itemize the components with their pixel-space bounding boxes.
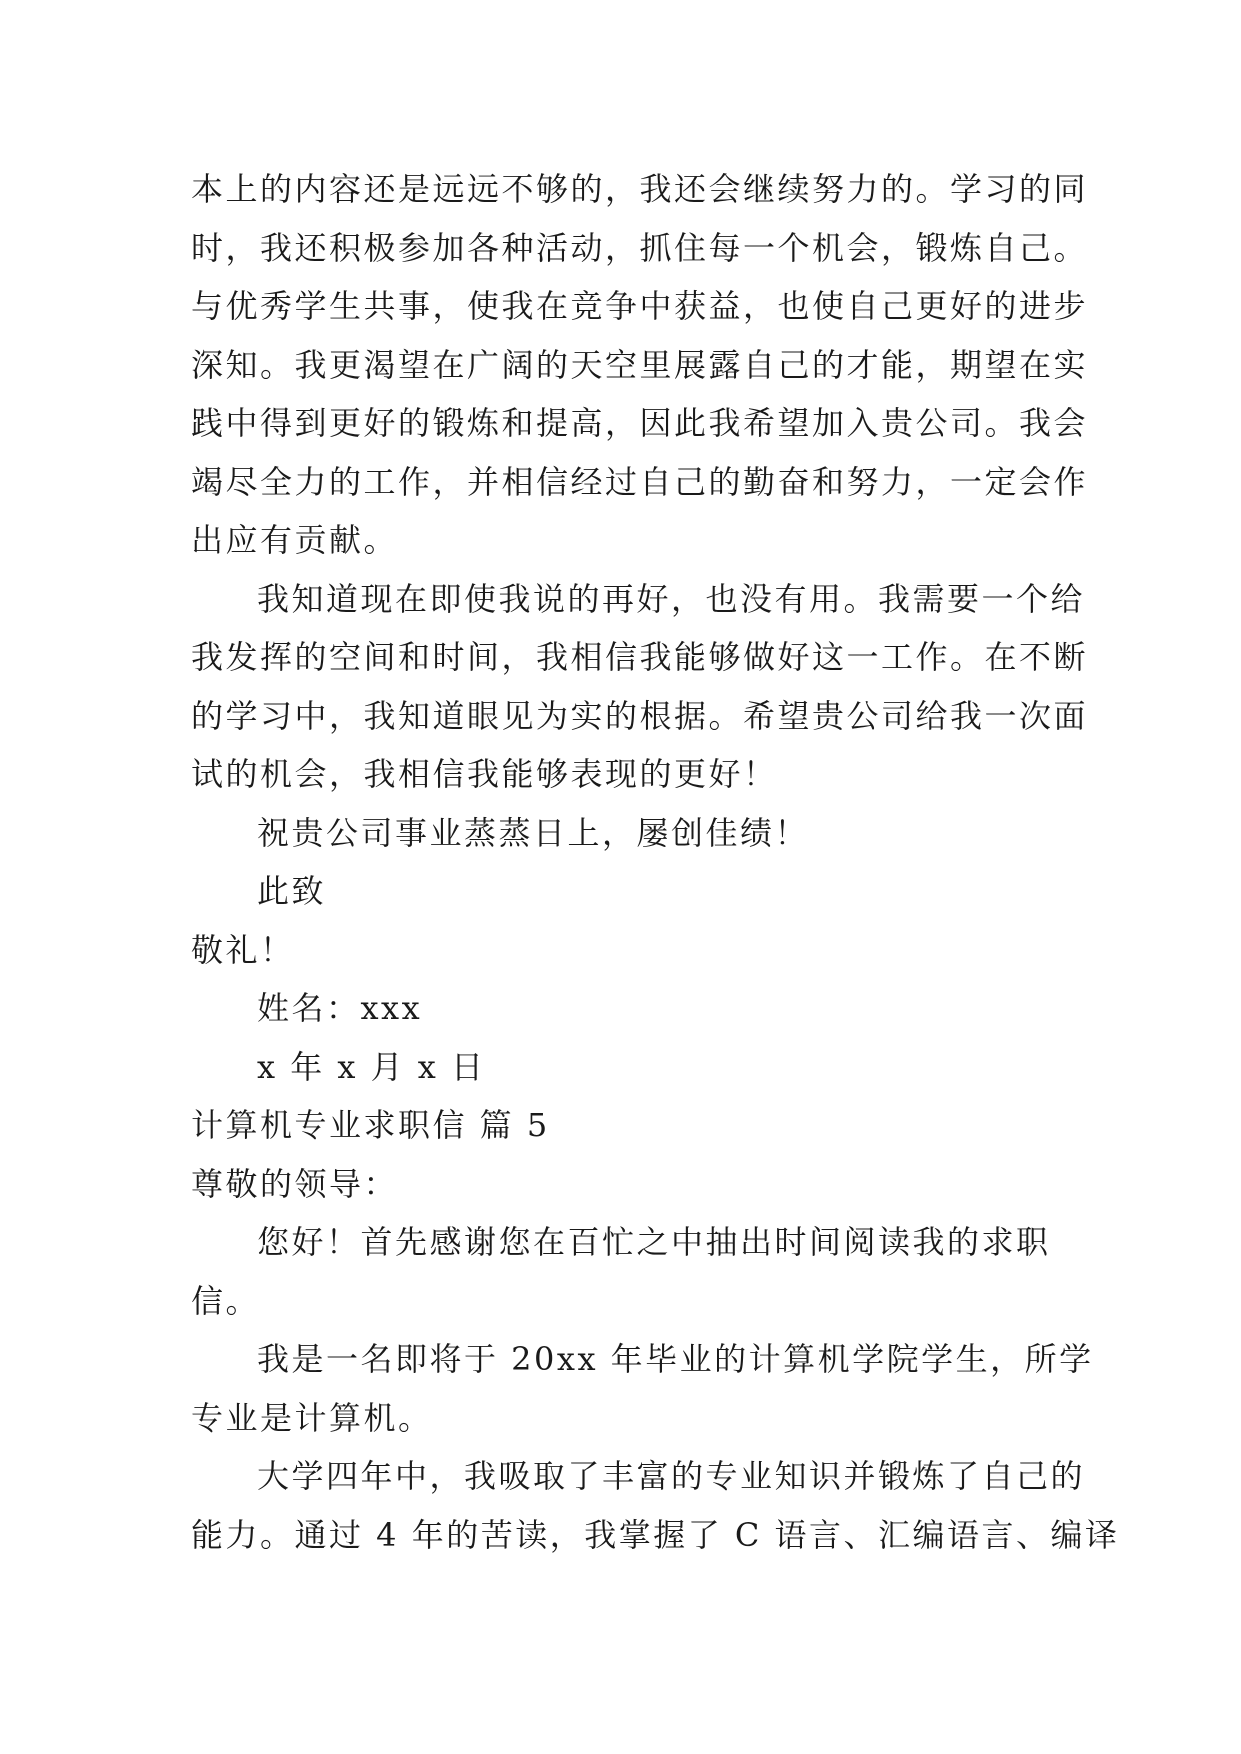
- text-line: 您好！首先感谢您在百忙之中抽出时间阅读我的求职: [257, 1223, 1051, 1261]
- closing-salutation: 此致: [257, 872, 327, 910]
- text-line: 信。: [191, 1281, 261, 1320]
- text-line: 本上的内容还是远远不够的，我还会继续努力的。学习的同: [191, 170, 1089, 208]
- text-line: 我发挥的空间和时间，我相信我能够做好这一工作。在不断: [191, 638, 1089, 676]
- text-line: 专业是计算机。: [191, 1398, 433, 1437]
- text-line: 我是一名即将于 20xx 年毕业的计算机学院学生，所学: [257, 1340, 1094, 1378]
- text-line: 能力。通过 4 年的苦读，我掌握了 C 语言、汇编语言、编译: [191, 1515, 1120, 1554]
- text-line: 竭尽全力的工作，并相信经过自己的勤奋和努力，一定会作: [191, 462, 1089, 501]
- text-line: 试的机会，我相信我能够表现的更好！: [191, 755, 778, 793]
- text-line: 深知。我更渴望在广阔的天空里展露自己的才能，期望在实: [191, 345, 1089, 384]
- text-line: 与优秀学生共事，使我在竞争中获益，也使自己更好的进步: [191, 287, 1089, 325]
- signature-date: x 年 x 月 x 日: [257, 1047, 486, 1086]
- text-line: 大学四年中，我吸取了丰富的专业知识并锻炼了自己的: [257, 1457, 1086, 1495]
- text-line: 的学习中，我知道眼见为实的根据。希望贵公司给我一次面: [191, 696, 1089, 735]
- letter-body: [191, 160, 1120, 1564]
- text-line: 我知道现在即使我说的再好，也没有用。我需要一个给: [257, 579, 1086, 618]
- greeting: 尊敬的领导：: [191, 1164, 399, 1203]
- text-line: 践中得到更好的锻炼和提高，因此我希望加入贵公司。我会: [191, 404, 1089, 442]
- closing-respect: 敬礼！: [191, 930, 295, 969]
- signature-name: 姓名：xxx: [257, 989, 423, 1027]
- text-line: 出应有贡献。: [191, 521, 399, 559]
- text-line: 时，我还积极参加各种活动，抓住每一个机会，锻炼自己。: [191, 228, 1089, 267]
- closing-wish: 祝贵公司事业蒸蒸日上，屡创佳绩！: [257, 813, 810, 852]
- section-heading: 计算机专业求职信 篇 5: [191, 1106, 550, 1144]
